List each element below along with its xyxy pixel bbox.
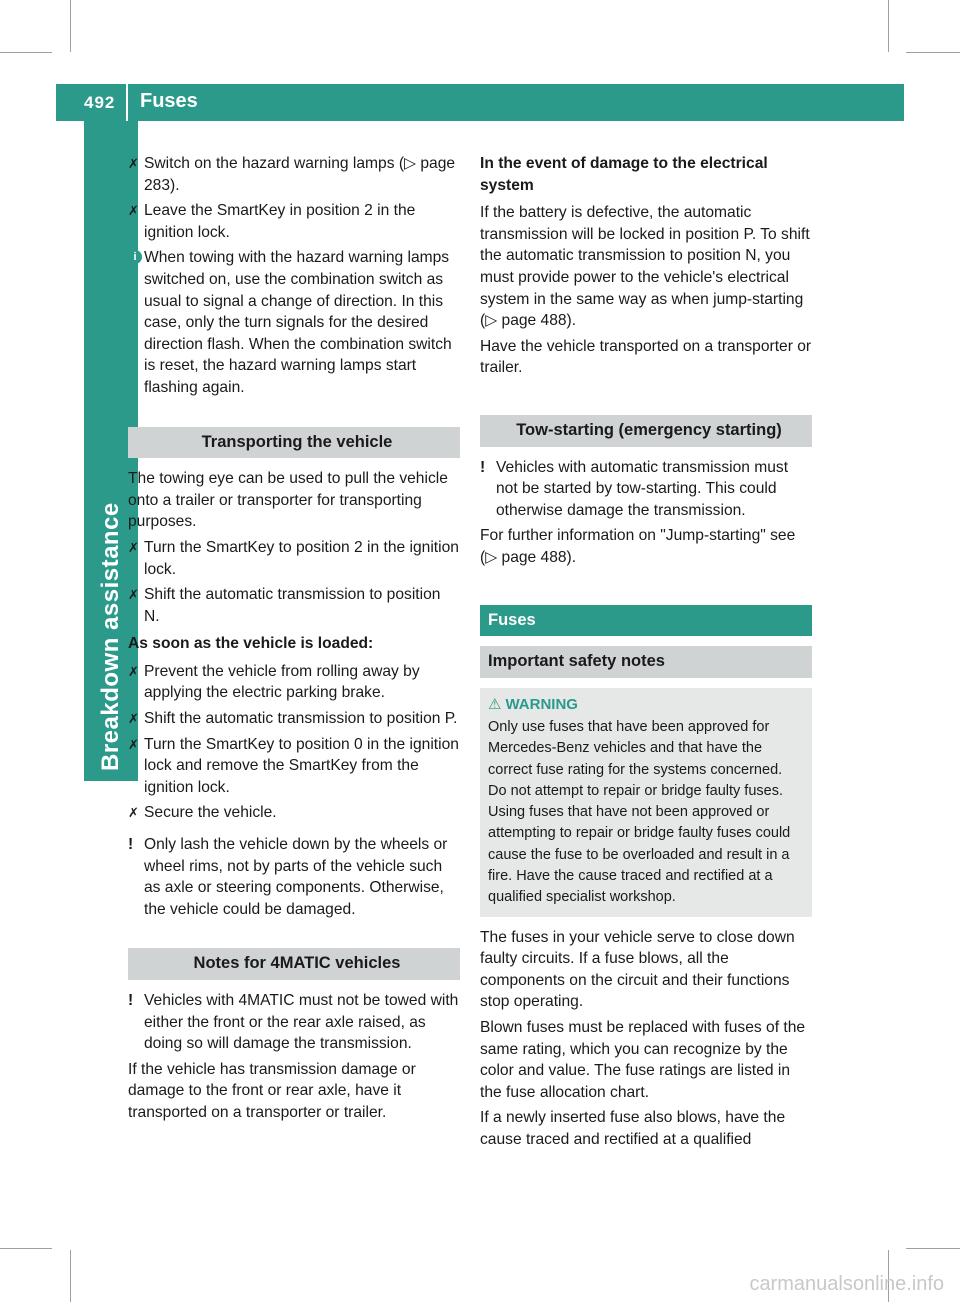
step-arrow-icon: ✗ xyxy=(128,156,139,171)
caution-note: ! Vehicles with automatic transmission must not be started by tow-starting. This could otherwise damage the transmission. xyxy=(480,458,789,519)
step-arrow-icon: ✗ xyxy=(128,587,139,603)
step-arrow-icon: ✗ xyxy=(128,203,139,219)
crop-mark xyxy=(70,0,71,52)
step-arrow-icon: ✗ xyxy=(128,711,139,727)
crop-mark xyxy=(906,1248,960,1249)
list-item: ✗ Prevent the vehicle from rolling away by applying the electric parking brake. xyxy=(128,662,420,702)
right-column xyxy=(480,153,812,1155)
page-title: Fuses xyxy=(140,90,198,112)
step-arrow-icon: ✗ xyxy=(128,736,139,752)
warning-title: ⚠ WARNING xyxy=(488,695,578,713)
crop-mark xyxy=(0,1248,52,1249)
info-note: i When towing with the hazard warning lamps switched on, use the combination switch as usual to signal a change of direction. In this case, only the turn signals for the desired direction flash. When the combination switch is reset, the hazard warning lamps start flashing again. xyxy=(128,247,460,398)
step-arrow-icon: ✗ xyxy=(128,539,139,555)
paragraph: Blown fuses must be replaced with fuses of the same rating, which you can recognize by the color and value. The fuse ratings are listed in the fuse allocation chart. xyxy=(480,1019,806,1101)
warning-text: Only use fuses that have been approved for Mercedes-Benz vehicles and that have the correct fuse rating for the systems concerned. Do not attempt to repair or bridge faulty fuses. Using fuses that have not been approved or attempting to repair or bridge faulty fuses could cause the fuse to be overloaded and result in a fire. Have the cause traced and rectified at a qualified specialist workshop. xyxy=(488,718,791,906)
list-item: ✗ Leave the SmartKey in position 2 in the ignition lock. xyxy=(128,202,416,241)
exclamation-icon: ! xyxy=(128,992,134,1009)
crop-mark xyxy=(0,52,52,53)
paragraph: Have the vehicle transported on a transporter or trailer. xyxy=(480,337,812,377)
list-item: ✗ Shift the automatic transmission to position N. xyxy=(128,586,441,625)
watermark: carmanualsonline.info xyxy=(749,1273,944,1296)
section-heading-fuses: Fuses xyxy=(480,605,812,637)
side-tab-label: Breakdown assistance xyxy=(97,502,125,771)
exclamation-icon: ! xyxy=(128,836,134,854)
paragraph: The fuses in your vehicle serve to close down faulty circuits. If a fuse blows, all the components on the circuit and their functions stop operating. xyxy=(480,928,795,1011)
warning-box xyxy=(480,688,812,917)
info-icon: i xyxy=(128,250,142,264)
step-arrow-icon: ✗ xyxy=(128,805,139,821)
subheading: In the event of damage to the electrical system xyxy=(480,155,768,194)
paragraph: The towing eye can be used to pull the vehicle onto a trailer or transporter for transporting purposes. xyxy=(128,470,448,531)
exclamation-icon: ! xyxy=(480,458,486,476)
section-heading: Transporting the vehicle xyxy=(128,427,460,459)
paragraph: If the vehicle has transmission damage or damage to the front or rear axle, have it transported on a transporter or trailer. xyxy=(128,1060,416,1121)
subheading: As soon as the vehicle is loaded: xyxy=(128,635,374,653)
caution-note: ! Only lash the vehicle down by the wheels or wheel rims, not by parts of the vehicle such as axle or steering components. Otherwise, the vehicle could be damaged. xyxy=(128,836,448,918)
left-column xyxy=(128,153,460,1128)
crop-mark xyxy=(906,52,960,53)
paragraph: If the battery is defective, the automatic transmission will be locked in position P. To shift the automatic transmission to position N, you must provide power to the vehicle's electrical system in the same way as when jump-starting (▷ page 488). xyxy=(480,204,810,330)
caution-note: ! Vehicles with 4MATIC must not be towed with either the front or the rear axle raised, as doing so will damage the transmission. xyxy=(128,992,459,1053)
list-item: ✗ Switch on the hazard warning lamps (▷ page 283). xyxy=(128,155,456,194)
list-item: ✗ Turn the SmartKey to position 2 in the ignition lock. xyxy=(128,538,459,578)
paragraph: For further information on "Jump-starting" see (▷ page 488). xyxy=(480,527,796,566)
list-item: ✗ Secure the vehicle. xyxy=(128,802,460,824)
section-heading: Notes for 4MATIC vehicles xyxy=(128,948,460,980)
list-item: ✗ Turn the SmartKey to position 0 in the ignition lock and remove the SmartKey from the ignition lock. xyxy=(128,735,459,796)
paragraph: If a newly inserted fuse also blows, have the cause traced and rectified at a qualified xyxy=(480,1109,786,1148)
crop-mark xyxy=(70,1250,71,1302)
warning-triangle-icon: ⚠ xyxy=(488,695,502,713)
page-number: 492 xyxy=(84,93,116,112)
section-heading: Tow-starting (emergency starting) xyxy=(480,415,812,447)
step-arrow-icon: ✗ xyxy=(128,663,139,679)
section-heading: Important safety notes xyxy=(480,646,812,678)
header-divider xyxy=(126,84,128,121)
list-item: ✗ Shift the automatic transmission to position P. xyxy=(128,708,460,730)
crop-mark xyxy=(888,0,889,52)
